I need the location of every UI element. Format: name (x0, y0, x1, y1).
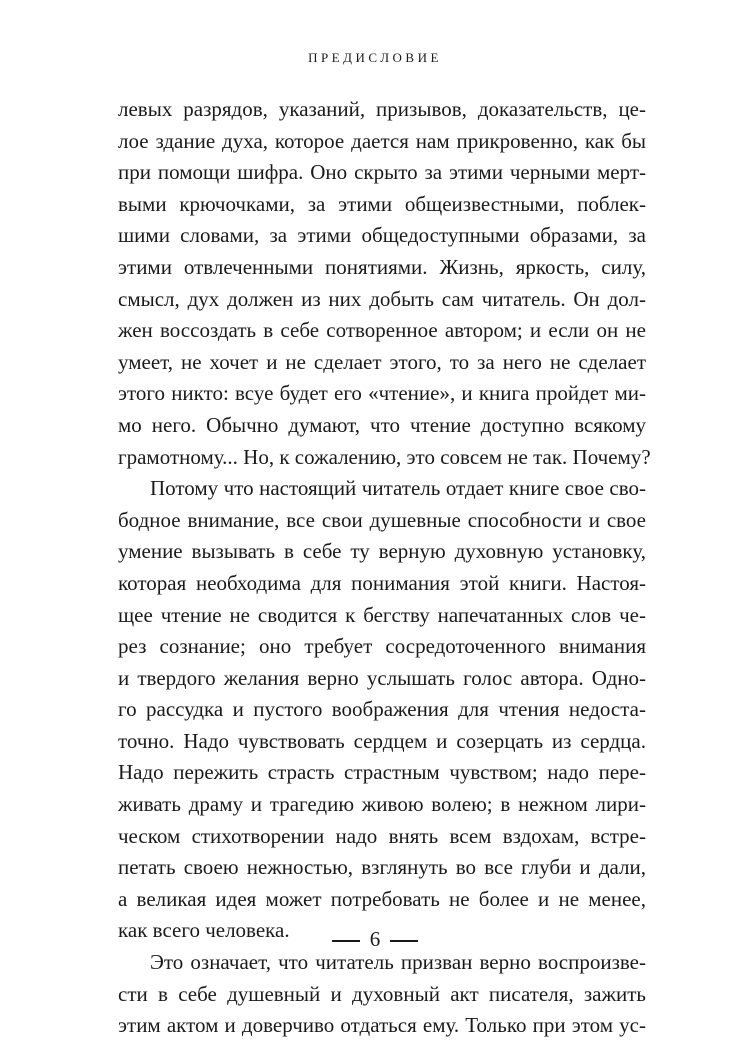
text-line: смысл, дух должен из них добыть сам читатель. Он дол- (118, 286, 646, 311)
text-line: этим актом и доверчиво отдаться ему. Только при этом ус- (118, 1013, 646, 1038)
page-number (0, 924, 750, 954)
text-line: и твердого желания верно услышать голос автора. Одно- (118, 665, 646, 690)
text-line: а великая идея может потребовать не более и не менее, (118, 886, 646, 911)
page-number-value: 6 (369, 927, 381, 951)
text-line: этого никто: всуе будет его «чтение», и книга пройдет ми- (118, 381, 646, 406)
left-dash (332, 940, 360, 942)
text-line: умеет, не хочет и не сделает этого, то за него не сделает (118, 349, 646, 374)
text-line: Надо пережить страсть страстным чувством; надо пере- (118, 760, 646, 785)
text-line: умение вызывать в себе ту верную духовную установку, (118, 539, 646, 564)
text-line: лое здание духа, которое дается нам прикровенно, как бы (118, 128, 646, 153)
text-line: Это означает, что читатель призван верно воспроизве- (150, 950, 646, 975)
right-dash (390, 940, 418, 942)
text-line: рез сознание; оно требует сосредоточенного внимания (118, 634, 646, 659)
text-line: бодное внимание, все свои душевные способности и свое (118, 507, 646, 532)
text-line: как всего человека. (118, 918, 290, 943)
text-line: живать драму и трагедию живою волею; в нежном лири- (118, 792, 646, 817)
text-line: шими словами, за этими общедоступными образами, за (118, 223, 646, 248)
text-line: Потому что настоящий читатель отдает книге свое сво- (150, 476, 646, 501)
text-line: мо него. Обычно думают, что чтение доступно всякому (118, 412, 646, 437)
text-line: го рассудка и пустого воображения для чтения недоста- (118, 697, 646, 722)
text-line: выми крючочками, за этими общеизвестными, поблек- (118, 191, 646, 216)
running-header: ПРЕДИСЛОВИЕ (308, 50, 442, 65)
text-line: которая необходима для понимания этой книги. Настоя- (118, 570, 646, 595)
text-line: левых разрядов, указаний, призывов, доказательств, це- (118, 97, 646, 121)
text-line: грамотному... Но, к сожалению, это совсем не так. Почему? (118, 444, 651, 469)
text-line: этими отвлеченными понятиями. Жизнь, яркость, силу, (118, 254, 646, 279)
text-line: ческом стихотворении надо внять всем вздохам, встре- (118, 823, 646, 848)
text-line: щее чтение не сводится к бегству напечатанных слов че- (118, 602, 646, 627)
text-line: петать своею нежностью, взглянуть во все глуби и дали, (118, 855, 646, 880)
text-line: точно. Надо чувствовать сердцем и созерцать из сердца. (118, 728, 646, 753)
text-line: сти в себе душевный и духовный акт писателя, зажить (118, 981, 646, 1006)
text-line: при помощи шифра. Оно скрыто за этими черными мерт- (118, 160, 646, 185)
text-line: жен воссоздать в себе сотворенное автором; и если он не (118, 318, 646, 343)
body-text (118, 94, 651, 1042)
